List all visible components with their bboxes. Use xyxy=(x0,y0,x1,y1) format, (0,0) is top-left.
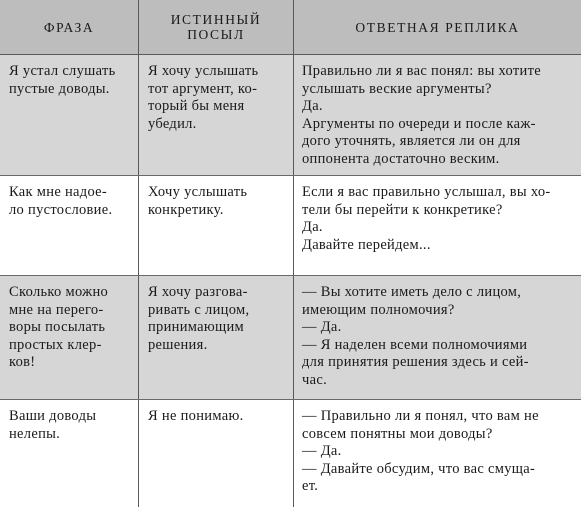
text-line: услышать веские аргументы? xyxy=(302,80,492,97)
header-phrase-label: ФРАЗА xyxy=(43,19,95,35)
header-phrase xyxy=(0,0,138,54)
text-line: — Да. xyxy=(302,319,342,335)
text-line: Как мне надое- xyxy=(9,184,108,200)
header-true-message xyxy=(138,0,293,54)
meaning-cell xyxy=(138,400,293,507)
meaning-cell xyxy=(138,55,293,175)
reply-cell xyxy=(293,55,581,175)
text-line: пустые доводы. xyxy=(9,80,110,97)
text-line: Давайте перейдем... xyxy=(302,236,431,253)
text-line: ет. xyxy=(302,478,319,494)
meaning-cell xyxy=(138,276,293,399)
text-line: решения. xyxy=(148,336,208,353)
text-line: простых клер- xyxy=(9,336,102,353)
text-line: оппонента достаточно веским. xyxy=(302,150,500,167)
table-row xyxy=(0,55,581,176)
text-line: Если я вас правильно услышал, вы хо- xyxy=(302,184,551,200)
text-line: Да. xyxy=(302,98,323,114)
text-line: — Да. xyxy=(302,443,342,459)
text-line: Я хочу услышать xyxy=(148,63,259,79)
text-line: — Вы хотите иметь дело с лицом, xyxy=(302,284,522,300)
text-line: Правильно ли я вас понял: вы хотите xyxy=(302,63,541,79)
text-line: Сколько можно xyxy=(9,284,109,300)
phrase-cell xyxy=(0,55,138,175)
text-line: торый бы меня xyxy=(148,98,245,114)
header-reply xyxy=(293,0,581,54)
table-row xyxy=(0,276,581,400)
header-reply-label: ОТВЕТНАЯ РЕПЛИКА xyxy=(355,19,520,35)
text-line: Ваши доводы xyxy=(9,408,97,424)
phrase-cell xyxy=(0,276,138,399)
phrase-cell xyxy=(0,400,138,507)
text-line: принимающим xyxy=(148,319,245,335)
text-line: воры посылать xyxy=(9,319,106,335)
text-line: — Правильно ли я понял, что вам не xyxy=(302,408,539,424)
reply-cell xyxy=(293,176,581,275)
text-line: Я не понимаю. xyxy=(148,408,244,424)
text-line: тот аргумент, ко- xyxy=(148,80,258,97)
text-line: ло пустословие. xyxy=(9,201,113,218)
reply-cell xyxy=(293,276,581,399)
header-true-message-line2: ПОСЫЛ xyxy=(187,27,245,42)
text-line: Да. xyxy=(302,219,323,235)
text-line: Аргументы по очереди и после каж- xyxy=(302,115,536,132)
text-line: тели бы перейти к конкретике? xyxy=(302,201,503,218)
text-line: ков! xyxy=(9,354,36,370)
text-line: Я устал слушать xyxy=(9,63,116,79)
table-header xyxy=(0,0,581,55)
text-line: — Давайте обсудим, что вас смуща- xyxy=(302,460,536,477)
text-line: дого уточнять, является ли он для xyxy=(302,133,521,149)
text-line: для принятия решения здесь и сей- xyxy=(302,354,529,370)
text-line: нелепы. xyxy=(9,425,61,442)
text-line: Я хочу разгова- xyxy=(148,284,248,300)
header-true-message-line1: ИСТИННЫЙ xyxy=(170,12,262,27)
text-line: ривать с лицом, xyxy=(148,301,250,318)
text-line: Хочу услышать xyxy=(148,184,248,200)
text-line: мне на перего- xyxy=(9,301,104,318)
text-line: убедил. xyxy=(148,115,197,132)
phrase-cell xyxy=(0,176,138,275)
table-row xyxy=(0,176,581,276)
table-row xyxy=(0,400,581,507)
text-line: — Я наделен всеми полномочиями xyxy=(302,336,528,353)
text-line: конкретику. xyxy=(148,201,224,218)
text-line: совсем понятны мои доводы? xyxy=(302,425,493,442)
reply-cell xyxy=(293,400,581,507)
text-line: имеющим полномочия? xyxy=(302,301,455,318)
text-line: час. xyxy=(302,371,327,388)
meaning-cell xyxy=(138,176,293,275)
